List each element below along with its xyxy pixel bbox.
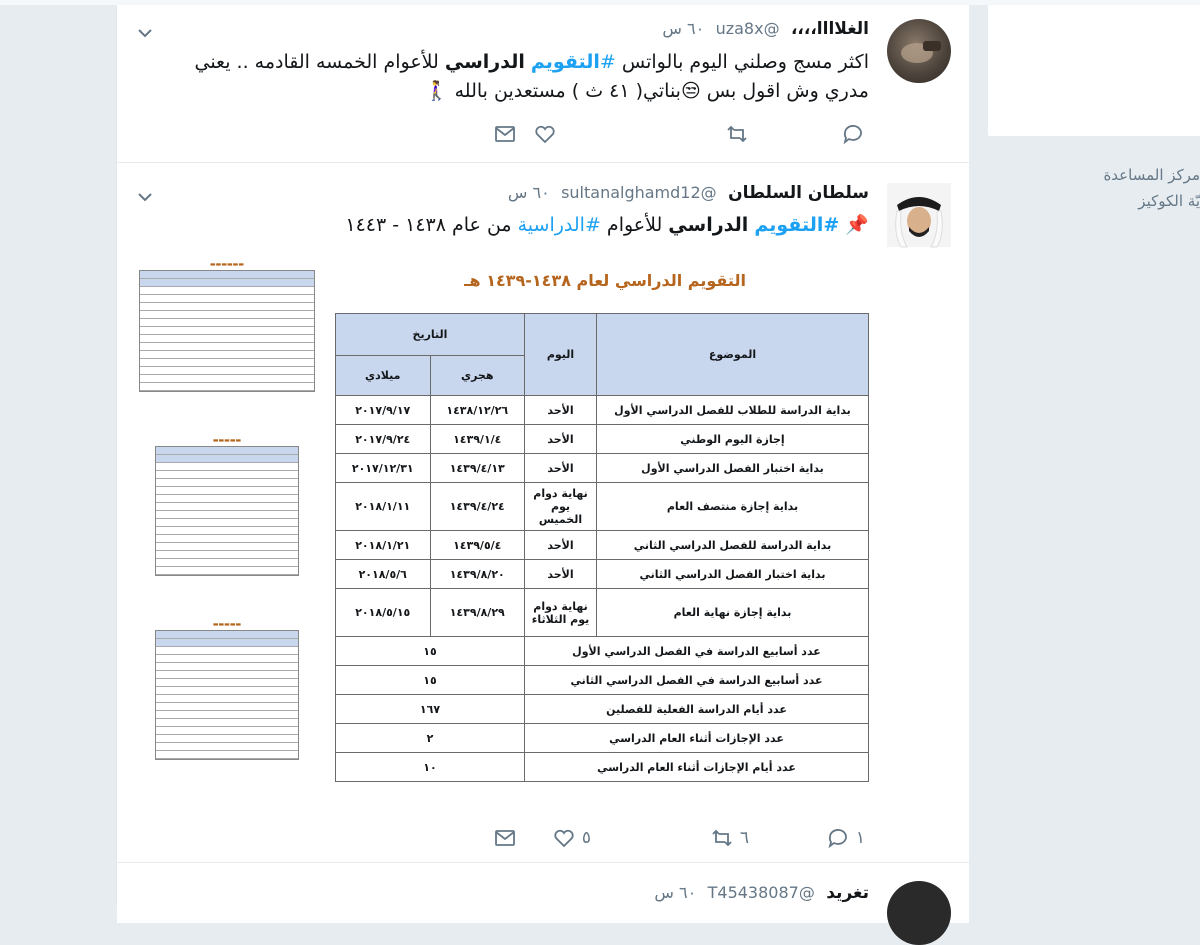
display-name[interactable]: سلطان السلطان [728,183,869,203]
like-count: ٥ [581,828,591,848]
sidebar-panel [988,5,1200,136]
timestamp[interactable]: ٦٠ س [507,183,550,202]
envelope-icon [493,826,517,850]
timestamp[interactable]: ٦٠ س [662,19,705,38]
calendar-table [335,313,869,782]
summary-row: عدد الإجازات أثناء العام الدراسي ٢ [336,724,869,753]
handle[interactable]: @sultanalghamd12 [561,183,717,202]
reply-icon [826,826,850,850]
retweet-icon [710,826,734,850]
like-button[interactable] [552,826,591,850]
tweet-actions [117,122,969,152]
table-row: بداية إجازة نهاية العام نهاية دوام يوم الثلاثاء ١٤٣٩/٨/٢٩ ٢٠١٨/٥/١٥ [336,589,869,637]
table-row: بداية الدراسة للطلاب للفصل الدراسي الأول الأحد ١٤٣٨/١٢/٢٦ ٢٠١٧/٩/١٧ [336,396,869,425]
display-name[interactable]: تغريد [826,883,869,903]
tweet-header [654,883,869,903]
message-button[interactable] [493,826,517,850]
reply-button[interactable] [826,826,865,850]
retweet-icon [725,122,749,146]
summary-row: عدد أيام الدراسة الفعلية للفصلين ١٦٧ [336,695,869,724]
tweet-text: 📌 #التقويم الدراسي للأعوام #الدراسية من عام ١٤٣٨ - ١٤٤٣ [345,214,869,236]
calendar-title: التقويم الدراسي لعام ١٤٣٨-١٤٣٩ هـ [464,271,746,290]
table-row: بداية الدراسة للفصل الدراسي الثاني الأحد ١٤٣٩/٥/٤ ٢٠١٨/١/٢١ [336,531,869,560]
reply-count: ١ [855,828,865,848]
table-row: بداية اختبار الفصل الدراسي الثاني الأحد ١٤٣٩/٨/٢٠ ٢٠١٨/٥/٦ [336,560,869,589]
tweet-line-1: اكثر مسج وصلني اليوم بالواتس #التقويم الدراسي للأعوام الخمسه القادمه .. يعني [194,51,869,73]
cookies-link[interactable]: يّة الكوكيز [1138,192,1200,210]
retweet-button[interactable] [710,826,749,850]
avatar[interactable] [887,881,951,945]
pin-icon: 📌 [845,214,869,236]
tweet-text [129,48,869,106]
summary-row: عدد أسابيع الدراسة في الفصل الدراسي الثاني ١٥ [336,666,869,695]
retweet-button[interactable] [725,122,749,146]
chevron-down-icon[interactable] [135,187,155,207]
calendar-thumbnail: ▬▬▬▬▬▬ [139,261,315,421]
header-hijri: هجري [430,356,525,396]
table-row: بداية إجازة منتصف العام نهاية دوام يوم الخميس ١٤٣٩/٤/٢٤ ٢٠١٨/١/١١ [336,483,869,531]
tweet-3[interactable] [117,863,969,923]
avatar[interactable] [887,183,951,247]
tweet-1[interactable] [117,5,969,163]
message-button[interactable] [493,122,517,146]
retweet-count: ٦ [739,828,749,848]
display-name[interactable]: الغلاااا،،،، [790,19,869,39]
hashtag-link[interactable]: #التقويم [754,214,840,236]
tweet-image[interactable] [137,243,867,803]
reply-button[interactable] [841,122,865,146]
handle[interactable]: @T45438087 [707,883,815,902]
footer-links [1000,162,1200,214]
header-date: التاريخ [336,314,525,356]
hashtag-link[interactable]: #التقويم [530,51,616,73]
header-day: اليوم [525,314,597,396]
tweet-header [662,19,869,39]
tweet-line-2: مدري وش اقول بس 😒بناتي( ٤١ ث ) مستعدين بالله 🚶‍♀️ [424,80,869,102]
summary-row: عدد أسابيع الدراسة في الفصل الدراسي الأول ١٥ [336,637,869,666]
envelope-icon [493,122,517,146]
header-topic: الموضوع [597,314,869,396]
header-gregorian: ميلادي [336,356,431,396]
calendar-thumbnail: ▬▬▬▬▬ [155,437,299,593]
tweet-header [508,183,869,203]
calendar-thumbnail: ▬▬▬▬▬ [155,621,299,777]
chevron-down-icon[interactable] [135,23,155,43]
heart-icon [552,826,576,850]
tweet-2[interactable] [117,163,969,863]
avatar[interactable] [887,19,951,83]
heart-icon [533,122,557,146]
help-center-link[interactable]: مركز المساعدة [1103,166,1200,184]
handle[interactable]: @uza8x [715,19,780,38]
hashtag-link[interactable]: #الدراسية [517,214,601,236]
reply-icon [841,122,865,146]
like-button[interactable] [533,122,557,146]
timestamp[interactable]: ٦٠ س [654,883,697,902]
table-row: إجازة اليوم الوطني الأحد ١٤٣٩/١/٤ ٢٠١٧/٩/٢٤ [336,425,869,454]
summary-row: عدد أيام الإجازات أثناء العام الدراسي ١٠ [336,753,869,782]
table-row: بداية اختبار الفصل الدراسي الأول الأحد ١٤٣٩/٤/١٣ ٢٠١٧/١٢/٣١ [336,454,869,483]
timeline [116,5,968,905]
tweet-actions [117,826,969,856]
